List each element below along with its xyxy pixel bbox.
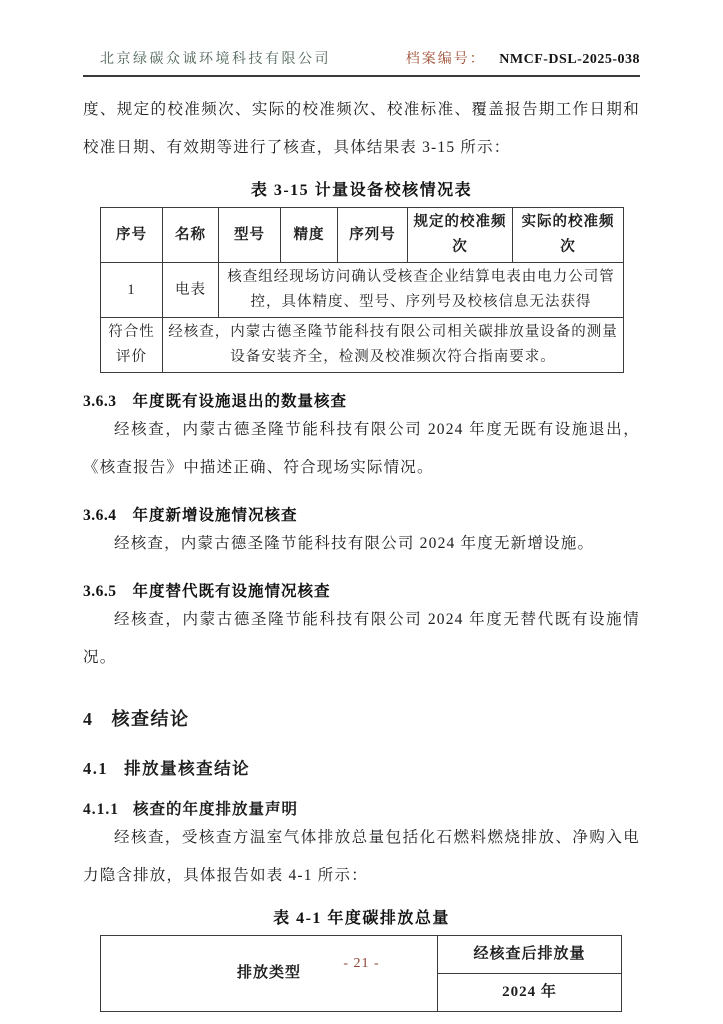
col-header-seq: 序号 xyxy=(101,208,163,263)
heading-4 xyxy=(83,705,640,731)
cell-conformity-label: 符合性评价 xyxy=(101,318,163,373)
cell-device-note: 核查组经现场访问确认受核查企业结算电表由电力公司管控，具体精度、型号、序列号及校核信息无法获得 xyxy=(219,263,624,318)
table-3-15 xyxy=(100,207,624,373)
col-header-required-freq: 规定的校准频次 xyxy=(408,208,513,263)
paragraph-calibration-intro: 度、规定的校准频次、实际的校准频次、校准标准、覆盖报告期工作日期和校准日期、有效期等进行了核查，具体结果表 3-15 所示： xyxy=(83,101,640,156)
heading-3-6-4 xyxy=(83,503,640,525)
heading-text: 核查的年度排放量声明 xyxy=(133,801,299,818)
cell-verified-emissions-header: 经核查后排放量 xyxy=(438,936,622,974)
heading-number: 4 xyxy=(83,709,94,729)
paragraph-3-6-4: 经核查，内蒙古德圣隆节能科技有限公司 2024 年度无新增设施。 xyxy=(114,535,595,552)
document-header xyxy=(83,0,640,77)
cell-year-2024: 2024 年 xyxy=(438,974,622,1012)
table-3-15-title: 表 3-15 计量设备校核情况表 xyxy=(250,182,473,199)
paragraph-3-6-5: 经核查，内蒙古德圣隆节能科技有限公司 2024 年度无替代既有设施情况。 xyxy=(83,611,640,666)
heading-text: 核查结论 xyxy=(111,709,190,729)
heading-number: 3.6.5 xyxy=(83,583,117,600)
table-row xyxy=(101,208,624,263)
paragraph-3-6-3: 经核查，内蒙古德圣隆节能科技有限公司 2024 年度无既有设施退出，《核查报告》中描述正确、符合现场实际情况。 xyxy=(83,421,640,476)
file-number-value: NMCF-DSL-2025-038 xyxy=(499,52,640,67)
heading-number: 4.1.1 xyxy=(83,801,119,818)
heading-3-6-3 xyxy=(83,389,640,411)
page-number: - 21 - xyxy=(343,956,380,971)
col-header-model: 型号 xyxy=(219,208,281,263)
col-header-actual-freq: 实际的校准频次 xyxy=(513,208,624,263)
col-header-precision: 精度 xyxy=(281,208,338,263)
heading-4-1-1 xyxy=(83,797,640,819)
heading-text: 年度替代既有设施情况核查 xyxy=(132,583,331,600)
table-4-1-title: 表 4-1 年度碳排放总量 xyxy=(273,910,450,927)
heading-4-1 xyxy=(83,755,640,779)
heading-number: 3.6.3 xyxy=(83,393,117,410)
heading-text: 年度新增设施情况核查 xyxy=(132,507,298,524)
cell-device-name: 电表 xyxy=(163,263,219,318)
file-number-group xyxy=(406,48,640,68)
heading-number: 3.6.4 xyxy=(83,507,117,524)
heading-text: 排放量核查结论 xyxy=(124,759,251,778)
cell-seq: 1 xyxy=(101,263,163,318)
company-name: 北京绿碳众诚环境科技有限公司 xyxy=(100,52,331,67)
cell-emission-type-header: 排放类型 xyxy=(101,936,438,1012)
col-header-name: 名称 xyxy=(163,208,219,263)
col-header-serial: 序列号 xyxy=(338,208,408,263)
table-row xyxy=(101,263,624,318)
file-number-label: 档案编号： xyxy=(405,52,486,67)
cell-conformity-note: 经核查，内蒙古德圣隆节能科技有限公司相关碳排放量设备的测量设备安装齐全，检测及校准频次符合指南要求。 xyxy=(163,318,624,373)
paragraph-4-1-1: 经核查，受核查方温室气体排放总量包括化石燃料燃烧排放、净购入电力隐含排放，具体报告如表 4-1 所示： xyxy=(83,829,640,884)
heading-text: 年度既有设施退出的数量核查 xyxy=(132,393,348,410)
heading-number: 4.1 xyxy=(83,759,109,778)
table-row xyxy=(101,318,624,373)
table-4-1 xyxy=(100,935,622,1012)
heading-3-6-5 xyxy=(83,579,640,601)
